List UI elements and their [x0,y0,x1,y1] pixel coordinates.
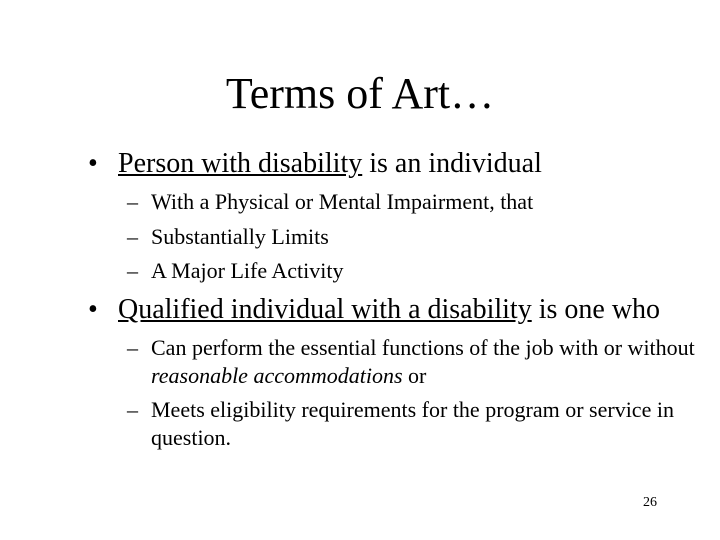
subitem [127,334,707,390]
dash-marker: – [127,397,138,422]
subitem-text-end: or [402,363,427,388]
bullet-marker: • [88,294,98,325]
bullet-text: is an individual [362,148,542,179]
term-reasonable-accommodations: reasonable accommodations [151,363,403,388]
subitem [127,396,707,452]
subitem [127,188,707,216]
subitem-text [151,334,707,390]
subitem-text-start: Can perform the essential functions of the job with or without [151,335,695,360]
subitem-text: Meets eligibility requirements for the program or service in question. [151,397,674,450]
subitem [127,223,707,251]
dash-marker: – [127,224,138,249]
subitem [127,257,707,285]
bullet-qualified-individual [88,294,660,326]
bullet-marker: • [88,148,98,179]
dash-marker: – [127,258,138,283]
subitem-text: With a Physical or Mental Impairment, that [151,189,534,214]
bullet-text: is one who [531,294,661,325]
page-number: 26 [643,495,657,510]
dash-marker: – [127,335,138,360]
subitem-text: A Major Life Activity [151,258,344,283]
term-qualified-individual: Qualified individual with a disability [118,294,532,325]
dash-marker: – [127,189,138,214]
subitem-text: Substantially Limits [151,224,329,249]
bullet-person-with-disability [88,148,542,180]
term-person-with-disability: Person with disability [118,148,363,179]
slide-title: Terms of Art… [225,69,495,118]
